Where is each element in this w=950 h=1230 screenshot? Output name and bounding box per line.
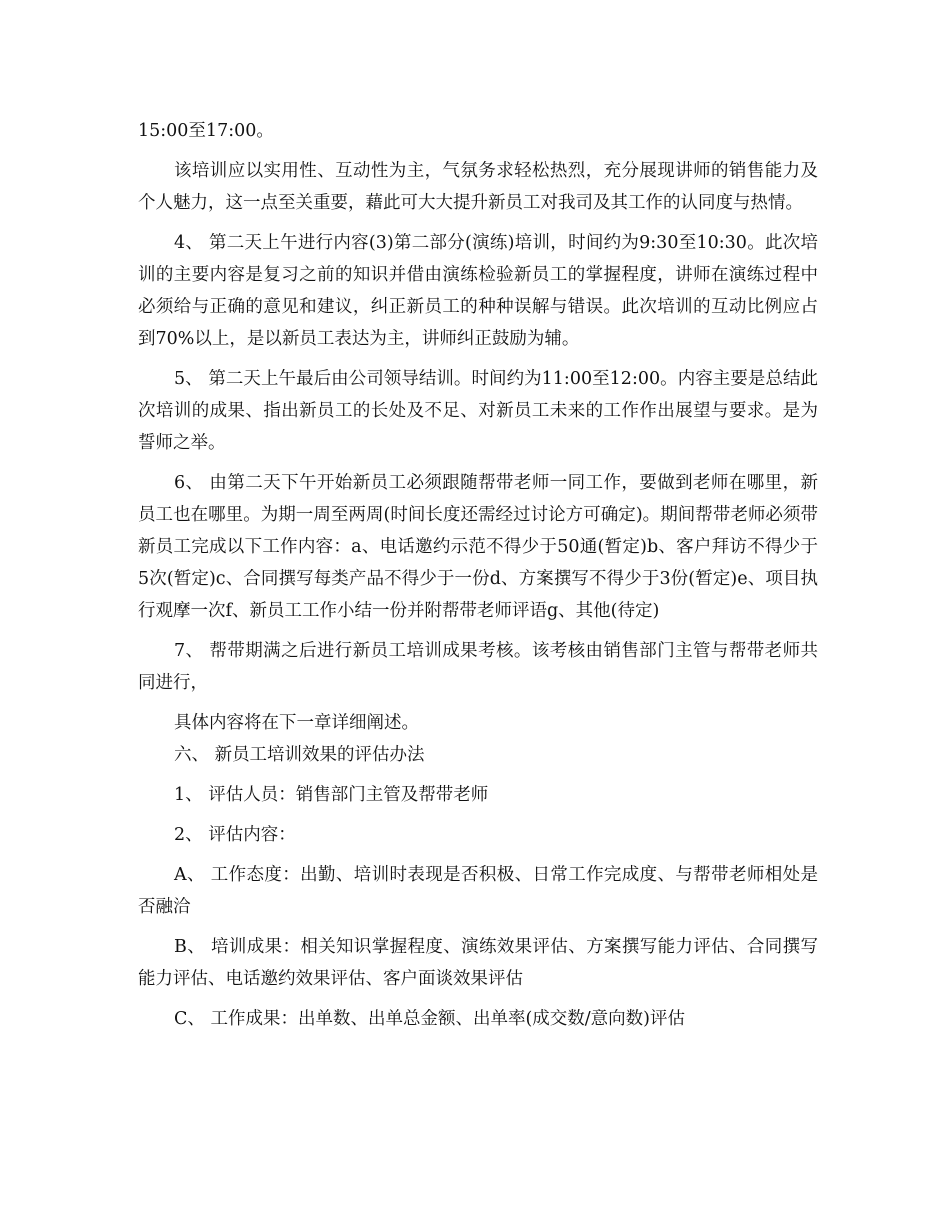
paragraph-evaluators: 1、 评估人员：销售部门主管及帮带老师 [174,785,489,805]
paragraph-item-A: A、 工作态度：出勤、培训时表现是否积极、日常工作完成度、与帮带老师相处是否融洽 [138,865,818,917]
paragraph-item-6: 6、 由第二天下午开始新员工必须跟随帮带老师一同工作，要做到老师在哪里，新员工也在哪里。为期一周至两周(时间长度还需经过讨论方可确定)。期间帮带老师必须带新员工完成以下工作内容：a、电话邀约示范不得少于50通(暂定)b、客户拜访不得少于5次(暂定)c、合同撰写每类产品不得少于一份d、方案撰写不得少于3份(暂定)e、项目执行观摩一次f、新员工工作小结一份并附帮带老师评语g、其他(待定) [138,473,818,621]
paragraph-item-7: 7、 帮带期满之后进行新员工培训成果考核。该考核由销售部门主管与帮带老师共同进行， [138,641,818,693]
paragraph-item-5: 5、 第二天上午最后由公司领导结训。时间约为11:00至12:00。内容主要是总结此次培训的成果、指出新员工的长处及不足、对新员工未来的工作作出展望与要求。是为誓师之举。 [138,369,818,453]
document-body [138,115,818,1035]
section-heading-evaluation: 六、 新员工培训效果的评估办法 [174,745,425,765]
paragraph-time-continuation: 15:00至17:00。 [138,121,274,141]
paragraph-item-7-continued: 具体内容将在下一章详细阐述。 [174,713,419,733]
paragraph-item-4: 4、 第二天上午进行内容(3)第二部分(演练)培训，时间约为9:30至10:30。此次培训的主要内容是复习之前的知识并借由演练检验新员工的掌握程度，讲师在演练过程中必须给与正确的意见和建议，纠正新员工的种种误解与错误。此次培训的互动比例应占到70%以上，是以新员工表达为主，讲师纠正鼓励为辅。 [138,233,818,349]
paragraph-item-B: B、 培训成果：相关知识掌握程度、演练效果评估、方案撰写能力评估、合同撰写能力评估、电话邀约效果评估、客户面谈效果评估 [138,937,818,989]
paragraph-evaluation-content: 2、 评估内容： [174,825,296,845]
paragraph-training-style: 该培训应以实用性、互动性为主，气氛务求轻松热烈，充分展现讲师的销售能力及个人魅力，这一点至关重要，藉此可大大提升新员工对我司及其工作的认同度与热情。 [138,161,818,213]
paragraph-item-C: C、 工作成果：出单数、出单总金额、出单率(成交数/意向数)评估 [174,1009,686,1029]
